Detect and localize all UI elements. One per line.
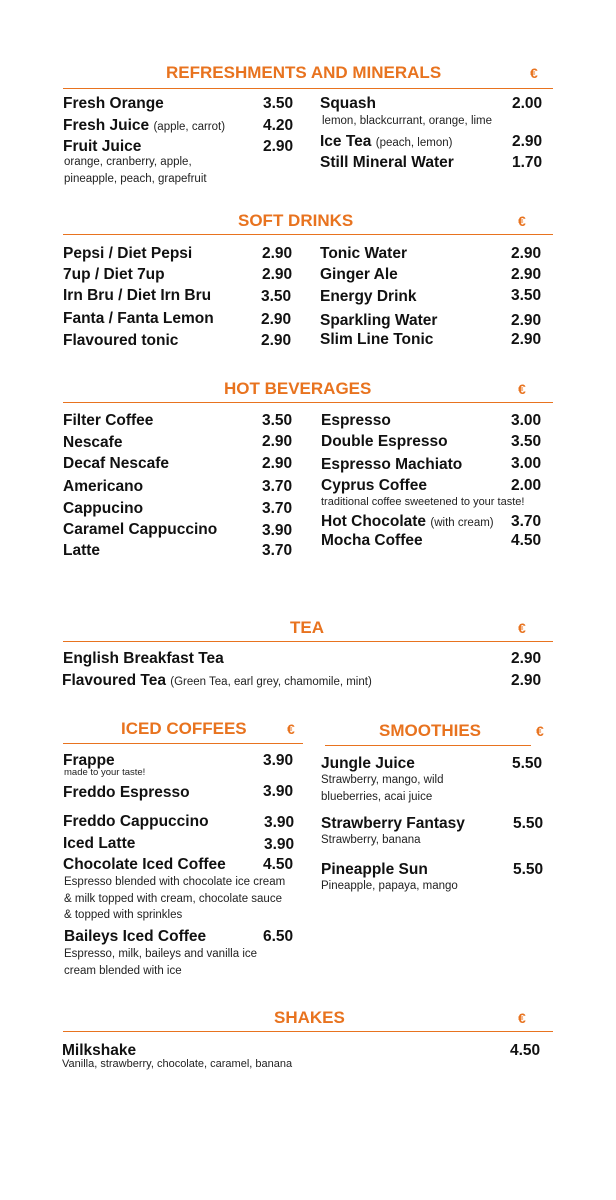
currency-symbol: € [530, 65, 538, 81]
menu-item-name: Freddo Espresso [63, 784, 190, 801]
menu-item-price: 4.20 [263, 117, 294, 134]
menu-item-price: 2.00 [512, 95, 543, 112]
menu-item-name: Milkshake [62, 1042, 137, 1059]
menu-item-price: 2.90 [262, 455, 293, 472]
menu-item-name: Fruit Juice [63, 138, 142, 155]
menu-item-name: Freddo Cappuccino [63, 813, 209, 830]
menu-item-price: 5.50 [512, 755, 543, 772]
menu-item-description: Strawberry, banana [321, 834, 421, 846]
menu-item-name: Fresh Orange [63, 95, 164, 112]
section-title-shakes: SHAKES [274, 1008, 345, 1027]
menu-item-note: (peach, lemon) [375, 137, 453, 149]
menu-item-name: Americano [63, 478, 144, 495]
menu-item-price: 3.70 [262, 500, 293, 517]
currency-symbol: € [518, 213, 526, 229]
menu-item-name: Sparkling Water [320, 312, 438, 329]
menu-item-name: Pineapple Sun [321, 861, 428, 878]
menu-item-description: Espresso, milk, baileys and vanilla ice cream blended with ice [64, 948, 258, 977]
section-title-soft-drinks: SOFT DRINKS [238, 211, 354, 230]
currency-symbol: € [518, 381, 526, 397]
menu-item-name: Flavoured tonic [63, 332, 179, 349]
menu-item-name: Espresso [321, 412, 391, 429]
menu-item-name: 7up / Diet 7up [63, 266, 165, 283]
section-divider [63, 641, 553, 642]
menu-item-price: 3.50 [261, 288, 292, 305]
menu-item-name: Ginger Ale [320, 266, 398, 283]
menu-item-note: (apple, carrot) [153, 121, 226, 133]
menu-item-name: Tonic Water [320, 245, 407, 262]
menu-item-description: orange, cranberry, apple, pineapple, peach, grapefruit [64, 156, 207, 185]
menu-item-name: Cappucino [63, 500, 144, 517]
section-title-iced-coffees: ICED COFFEES [121, 719, 247, 738]
section-divider [63, 234, 553, 235]
menu-item-name: Flavoured Tea (Green Tea, earl grey, chamomile, mint) [62, 672, 372, 689]
menu-item-description: lemon, blackcurrant, orange, lime [322, 115, 493, 127]
menu-item-name: Hot Chocolate (with cream) [321, 513, 494, 530]
menu-item-name: Irn Bru / Diet Irn Bru [63, 287, 212, 304]
menu-item-price: 3.50 [262, 412, 293, 429]
menu-item-name: Fresh Juice (apple, carrot) [63, 117, 226, 134]
menu-item-price: 4.50 [511, 532, 542, 549]
section-divider [63, 88, 553, 89]
menu-item-price: 2.90 [511, 331, 542, 348]
menu-item-name: Caramel Cappuccino [63, 521, 218, 538]
section-divider [325, 745, 531, 746]
section-divider [63, 1031, 553, 1032]
menu-item-price: 2.90 [262, 433, 293, 450]
menu-item-name: Ice Tea (peach, lemon) [320, 133, 453, 150]
menu-item-name: Chocolate Iced Coffee [63, 856, 226, 873]
menu-item-price: 2.90 [262, 245, 293, 262]
menu-item-price: 2.90 [511, 672, 542, 689]
section-title-smoothies: SMOOTHIES [379, 721, 482, 740]
menu-item-price: 5.50 [513, 861, 544, 878]
section-divider [63, 743, 303, 744]
menu-item-price: 2.90 [263, 138, 294, 155]
menu-item-name: Frappe [63, 752, 115, 769]
menu-item-price: 5.50 [513, 815, 544, 832]
menu-item-price: 3.90 [264, 814, 295, 831]
menu-item-price: 3.50 [511, 287, 542, 304]
menu-item-description: traditional coffee sweetened to your taste! [321, 496, 525, 508]
menu-item-name: Mocha Coffee [321, 532, 423, 549]
menu-item-price: 2.90 [262, 266, 293, 283]
section-title-refreshments: REFRESHMENTS AND MINERALS [166, 63, 442, 82]
menu-item-description: Strawberry, mango, wild blueberries, acai juice [321, 774, 444, 803]
menu-item-note: (Green Tea, earl grey, chamomile, mint) [170, 676, 372, 688]
menu-item-price: 2.90 [511, 650, 542, 667]
menu-item-price: 4.50 [263, 856, 294, 873]
menu-item-name: Squash [320, 95, 376, 112]
currency-symbol: € [287, 721, 295, 737]
menu-item-price: 3.70 [262, 542, 293, 559]
menu-item-price: 3.00 [511, 412, 542, 429]
menu-item-price: 2.90 [261, 332, 292, 349]
menu-item-price: 2.90 [511, 266, 542, 283]
section-title-hot-beverages: HOT BEVERAGES [224, 379, 372, 398]
menu-item-name: Iced Latte [63, 835, 136, 852]
menu-item-description: Vanilla, strawberry, chocolate, caramel, banana [62, 1058, 293, 1070]
currency-symbol: € [518, 1010, 526, 1026]
menu-item-description: Espresso blended with chocolate ice cream & milk topped with cream, chocolate sauce & topped with sprinkles [64, 876, 286, 921]
menu-item-price: 2.00 [511, 477, 542, 494]
menu-item-name: Strawberry Fantasy [321, 815, 465, 832]
menu-item-note: (with cream) [430, 517, 494, 529]
menu-item-price: 4.50 [510, 1042, 541, 1059]
menu-item-name: Jungle Juice [321, 755, 415, 772]
menu-item-name: Cyprus Coffee [321, 477, 427, 494]
menu-item-name: Pepsi / Diet Pepsi [63, 245, 193, 262]
menu-item-name: Baileys Iced Coffee [64, 928, 207, 945]
menu-item-price: 2.90 [511, 245, 542, 262]
menu-item-price: 2.90 [261, 311, 292, 328]
menu-item-name: Decaf Nescafe [63, 455, 169, 472]
menu-item-price: 1.70 [512, 154, 543, 171]
menu-item-price: 3.90 [264, 836, 295, 853]
menu-item-price: 3.90 [262, 522, 293, 539]
menu-item-price: 3.90 [263, 783, 294, 800]
section-title-tea: TEA [290, 618, 324, 637]
menu-item-price: 3.50 [263, 95, 294, 112]
section-divider [63, 402, 553, 403]
menu-item-name: English Breakfast Tea [63, 650, 224, 667]
menu-item-name: Nescafe [63, 434, 123, 451]
menu-item-description: Pineapple, papaya, mango [321, 880, 458, 892]
menu-item-name: Fanta / Fanta Lemon [63, 310, 214, 327]
menu-item-price: 3.70 [262, 478, 293, 495]
currency-symbol: € [536, 723, 544, 739]
menu-item-name: Still Mineral Water [320, 154, 454, 171]
menu-item-price: 6.50 [263, 928, 294, 945]
menu-item-name: Espresso Machiato [321, 456, 463, 473]
menu-item-price: 3.90 [263, 752, 294, 769]
menu-item-price: 3.50 [511, 433, 542, 450]
menu-item-price: 2.90 [511, 312, 542, 329]
menu-item-description: made to your taste! [64, 767, 146, 778]
menu-item-name: Double Espresso [321, 433, 448, 450]
menu-item-price: 3.00 [511, 455, 542, 472]
menu-item-name: Filter Coffee [63, 412, 154, 429]
menu-item-price: 2.90 [512, 133, 543, 150]
menu-item-price: 3.70 [511, 513, 542, 530]
menu-item-name: Energy Drink [320, 288, 417, 305]
currency-symbol: € [518, 620, 526, 636]
menu-item-name: Slim Line Tonic [320, 331, 434, 348]
menu-item-name: Latte [63, 542, 101, 559]
